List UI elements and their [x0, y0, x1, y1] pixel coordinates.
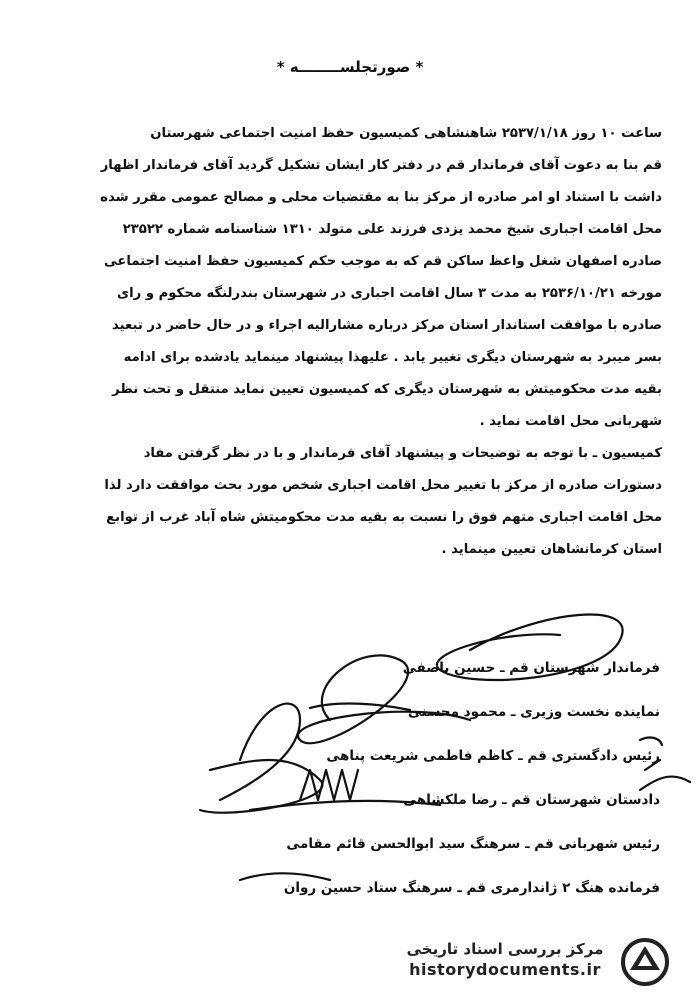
body-line: استان کرمانشاهان تعیین مینماید . — [441, 542, 662, 557]
signatory-line: فرمانده هنگ ۲ ژاندارمری قم ـ سرهنگ ستاد حسین روان — [283, 880, 660, 896]
signatory-line: فرماندار شهرستان قم ـ حسین باصفی — [402, 660, 660, 676]
signatory-line: نماینده نخست وزیری ـ محمود محسنی — [407, 704, 660, 720]
body-line: صادره با موافقت استاندار استان مرکز درباره مشارالیه اجراء و در حال حاضر در تبعید — [112, 318, 662, 333]
body-line: بقیه مدت محکومیتش به شهرستان دیگری که کمیسیون تعیین نماید منتقل و تحت نظر — [112, 382, 662, 397]
watermark-footer — [402, 934, 692, 989]
website-link[interactable]: historydocuments.ir — [409, 960, 601, 979]
organization-name: مرکز بررسی اسناد تاریخی — [406, 940, 604, 958]
body-line: قم بنا به دعوت آقای فرماندار قم در دفتر کار ایشان تشکیل گردید آقای فرماندار اظهار — [100, 158, 662, 173]
body-line: ساعت ۱۰ روز ۲۵۳۷/۱/۱۸ شاهنشاهی کمیسیون حفظ امنیت اجتماعی شهرستان — [150, 126, 662, 141]
body-line: محل اقامت اجباری متهم فوق را نسبت به بقیه مدت محکومیتش شاه آباد غرب از توابع — [106, 510, 662, 525]
body-line: محل اقامت اجباری شیخ محمد یزدی فرزند علی متولد ۱۳۱۰ شناسنامه شماره ۲۳۵۲۲ — [122, 222, 662, 237]
document-title: * صورتجلســــــــه * — [276, 58, 424, 76]
body-line: مورخه ۲۵۳۶/۱۰/۲۱ به مدت ۳ سال اقامت اجباری در شهرستان بندرلنگه محکوم و رای — [117, 286, 662, 301]
body-line: داشت با استناد او امر صادره از مرکز بنا به مقتضیات محلی و مصالح عمومی مقرر شده — [100, 190, 662, 205]
signatory-list — [100, 646, 660, 910]
body-line: دستورات صادره از مرکز با تغییر محل اقامت اجباری شخص مورد بحث موافقت دارد لذا — [104, 478, 662, 493]
body-line: کمیسیون ـ با توجه به توضیحات و پیشنهاد آقای فرماندار و با در نظر گرفتن مفاد — [143, 446, 662, 461]
signatory-line: رئیس دادگستری قم ـ کاظم فاطمی شریعت پناهی — [326, 748, 660, 764]
document-archive-icon — [616, 936, 674, 988]
body-line: صادره اصفهان شغل واعظ ساکن قم که به موجب حکم کمیسیون حفظ امنیت اجتماعی — [104, 254, 662, 269]
body-line: شهربانی محل اقامت نماید . — [479, 414, 662, 429]
signatory-line: رئیس شهربانی قم ـ سرهنگ سید ابوالحسن قائم مقامی — [286, 836, 660, 852]
signatory-line: دادستان شهرستان قم ـ رضا ملکشاهی — [403, 792, 660, 808]
document-body — [42, 118, 662, 566]
body-line: بسر میبرد به شهرستان دیگری تغییر یابد . علیهذا پیشنهاد مینماید یادشده برای ادامه — [123, 350, 662, 365]
